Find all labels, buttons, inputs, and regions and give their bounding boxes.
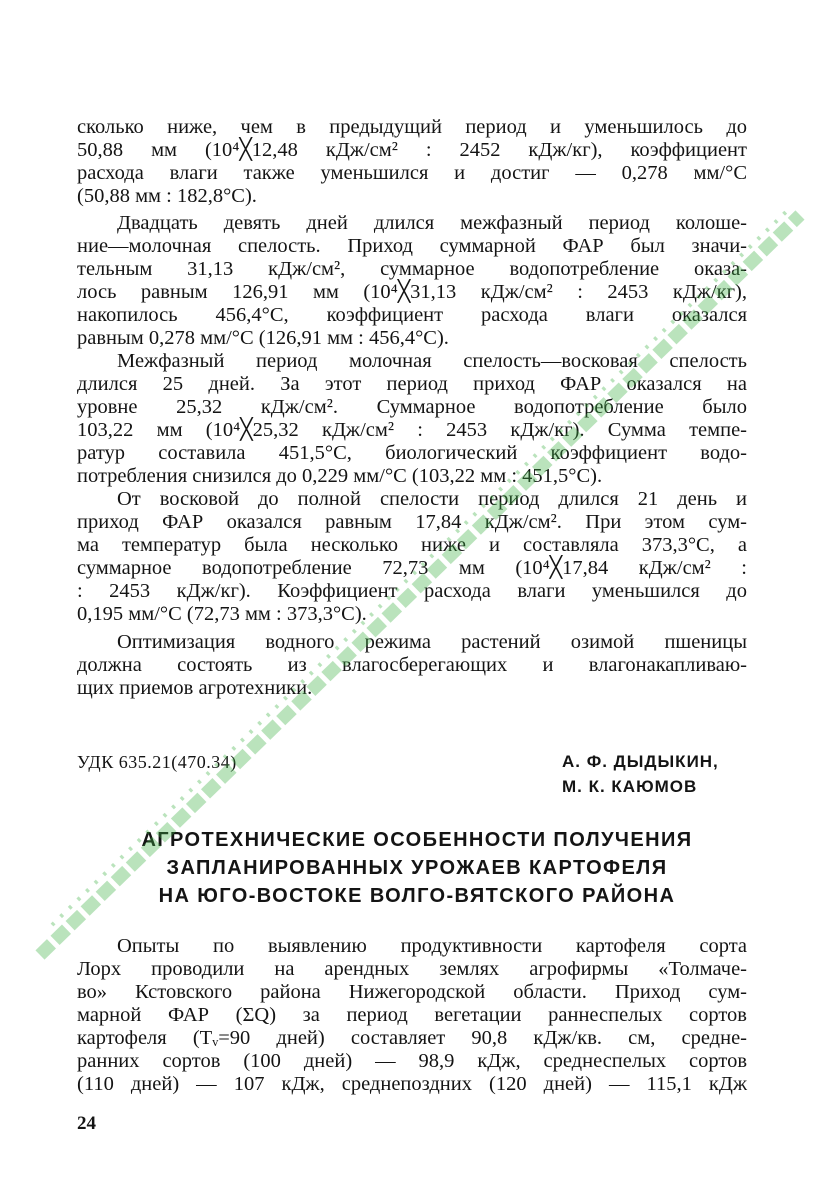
text-line: (110 дней) — 107 кДж, среднепоздних (120 дней) — 115,1 кДж [77,1073,747,1095]
text-line: Лорх проводили на арендных землях агрофирмы «Толмаче- [77,958,747,980]
text-line: уровне 25,32 кДж/см². Суммарное водопотребление было [77,396,747,418]
text-line: должна состоять из влагосберегающих и влагонакапливаю- [77,654,747,676]
text-line: 103,22 мм (10⁴╳25,32 кДж/см² : 2453 кДж/кг). Сумма темпе- [77,419,747,441]
paragraph-5 [77,631,747,700]
text-line: Двадцать девять дней длился межфазный период колоше- [117,212,747,234]
text-line: Межфазный период молочная спелость—восковая спелость [117,350,747,372]
title-line: ЗАПЛАНИРОВАННЫХ УРОЖАЕВ КАРТОФЕЛЯ [166,857,668,879]
author-name: А. Ф. ДЫДЫКИН, [562,752,719,771]
text-line: щих приемов агротехники. [77,677,313,699]
text-line: ние—молочная спелость. Приход суммарной ФАР был значи- [77,235,747,257]
text-line: приход ФАР оказался равным 17,84 кДж/см². При этом сум- [77,511,747,533]
text-line: потребления снизился до 0,229 мм/°С (103,22 мм : 451,5°С). [77,465,603,487]
text-line: картофеля (Tᵥ=90 дней) составляет 90,8 кДж/кв. см, средне- [77,1027,747,1049]
text-line: Оптимизация водного режима растений озимой пшеницы [117,631,747,653]
author-name: М. К. КАЮМОВ [562,777,698,796]
text-line: сколько ниже, чем в предыдущий период и уменьшилось до [77,116,747,138]
text-line: суммарное водопотребление 72,73 мм (10⁴╳17,84 кДж/см² : [77,557,747,579]
title-line: НА ЮГО-ВОСТОКЕ ВОЛГО-ВЯТСКОГО РАЙОНА [158,885,676,907]
page-number: 24 [77,1113,96,1134]
text-line: ратур составила 451,5°С, биологический коэффициент водо- [77,442,747,464]
text-line: во» Кстовского района Нижегородской области. Приход сум- [77,981,747,1003]
article-title [77,826,757,910]
udk-code: УДК 635.21(470.34) [77,752,237,772]
paragraph-1 [77,116,747,208]
text-line: 50,88 мм (10⁴╳12,48 кДж/см² : 2452 кДж/кг), коэффициент [77,139,747,161]
paragraph-3 [77,350,747,488]
text-line: накопилось 456,4°С, коэффициент расхода влаги оказался [77,304,747,326]
text-line: ма температур была несколько ниже и составляла 373,3°С, а [77,534,747,556]
paragraph-4 [77,488,747,626]
body-text-upper [77,116,747,700]
text-line: ранних сортов (100 дней) — 98,9 кДж, среднеспелых сортов [77,1050,747,1072]
text-line: От восковой до полной спелости период длился 21 день и [117,488,747,510]
text-line: тельным 31,13 кДж/см², суммарное водопотребление оказа- [77,258,747,280]
text-line: (50,88 мм : 182,8°С). [77,185,257,207]
text-line: марной ФАР (ΣQ) за период вегетации раннеспелых сортов [77,1004,747,1026]
text-line: равным 0,278 мм/°С (126,91 мм : 456,4°С). [77,327,449,349]
title-line: АГРОТЕХНИЧЕСКИЕ ОСОБЕННОСТИ ПОЛУЧЕНИЯ [141,829,693,851]
text-line: : 2453 кДж/кг). Коэффициент расхода влаги уменьшился до [77,580,747,602]
text-line: Опыты по выявлению продуктивности картофеля сорта [117,935,747,957]
text-line: лось равным 126,91 мм (10⁴╳31,13 кДж/см² : 2453 кДж/кг), [77,281,747,303]
paragraph-2 [77,212,747,350]
text-line: длился 25 дней. За этот период приход ФАР оказался на [77,373,747,395]
authors [562,749,719,799]
article-body [77,935,747,1096]
text-line: 0,195 мм/°С (72,73 мм : 373,3°С). [77,603,367,625]
text-line: расхода влаги также уменьшился и достиг — 0,278 мм/°С [77,162,747,184]
article-paragraph [77,935,747,1096]
